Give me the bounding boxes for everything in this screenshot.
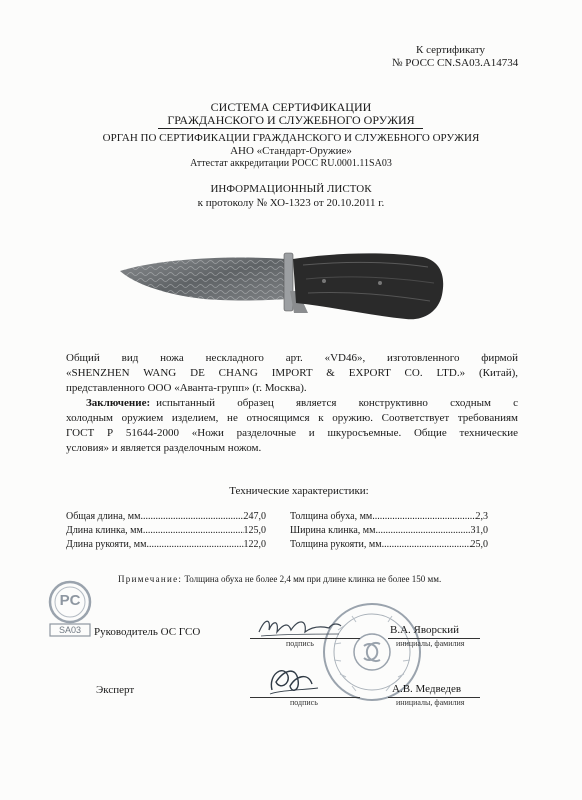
conclusion-label: Заключение: — [86, 397, 151, 409]
organ-ano: АНО «Стандарт-Оружие» — [230, 145, 352, 157]
spec-row: Общая длина, мм ..... 247,0 — [66, 510, 266, 524]
note-label: Примечание: — [118, 574, 183, 584]
doc-subtitle: к протоколу № ХО-1323 от 20.10.2011 г. — [197, 197, 385, 209]
knife-guard — [284, 253, 293, 311]
specs-right-column — [290, 510, 488, 552]
note-text: Толщина обуха не более 2,4 мм при длине клинка не более 150 мм. — [184, 574, 442, 584]
cert-label: К сертификату — [416, 44, 485, 56]
spec-row: Ширина клинка, мм ..... 31,0 — [290, 524, 488, 538]
spec-row: Длина клинка, мм ..... 125,0 — [66, 524, 266, 538]
conclusion-first-line — [86, 396, 518, 411]
organ-name: ОРГАН ПО СЕРТИФИКАЦИИ ГРАЖДАНСКОГО И СЛУЖЕБНОГО ОРУЖИЯ — [102, 132, 480, 144]
expert-role: Эксперт — [96, 684, 135, 696]
spec-row: Толщина рукояти, мм ..... 25,0 — [290, 538, 488, 552]
head-sign-caption: подпись — [286, 639, 314, 648]
expert-sign-caption: подпись — [290, 698, 318, 707]
expert-name: А.В. Медведев — [392, 683, 462, 695]
knife-photo — [118, 235, 448, 340]
system-underline — [158, 128, 423, 129]
description-line3: представленного ООО «Аванта-групп» (г. Москва). — [66, 382, 307, 394]
conclusion-text-3: ГОСТ Р 51644-2000 «Ножи разделочные и шкуросъемные. Общие технические — [66, 427, 518, 439]
specs-left-column — [66, 510, 266, 552]
head-name: В.А. Яворский — [390, 624, 459, 636]
mark-code: SA03 — [58, 625, 82, 635]
conclusion-text-1: испытанный образец является конструктивно сходным с — [156, 397, 518, 409]
doc-title: ИНФОРМАЦИОННЫЙ ЛИСТОК — [210, 183, 372, 195]
certification-mark — [44, 580, 96, 638]
cert-number: № РОСС CN.SA03.A14734 — [392, 57, 519, 69]
knife-handle — [293, 253, 443, 319]
expert-signature — [262, 660, 322, 700]
conclusion-text-2: холодным оружием изделием, не относящимся к оружию. Соответствует требованиям — [66, 412, 518, 424]
head-name-caption: инициалы, фамилия — [396, 639, 465, 648]
system-title-line1: СИСТЕМА СЕРТИФИКАЦИИ — [210, 100, 372, 114]
description-line1: Общий вид ножа нескладного арт. «VD46», изготовленного фирмой — [66, 352, 518, 364]
note-line — [118, 574, 441, 584]
conclusion-text-4: условия» и является разделочным ножом. — [66, 442, 262, 454]
spec-row: Длина рукояти, мм ..... 122,0 — [66, 538, 266, 552]
specs-title: Технические характеристики: — [229, 485, 369, 497]
mark-letters: PC — [59, 592, 81, 609]
accreditation: Аттестат аккредитации РОСС RU.0001.11SA03 — [190, 158, 392, 169]
expert-name-caption: инициалы, фамилия — [396, 698, 465, 707]
head-role: Руководитель ОС ГСО — [94, 626, 201, 638]
spec-row: Толщина обуха, мм ..... 2,3 — [290, 510, 488, 524]
system-title-line2: ГРАЖДАНСКОГО И СЛУЖЕБНОГО ОРУЖИЯ — [167, 113, 415, 127]
description-line2: «SHENZHEN WANG DE CHANG IMPORT & EXPORT CO. LTD.» (Китай), — [66, 367, 518, 379]
